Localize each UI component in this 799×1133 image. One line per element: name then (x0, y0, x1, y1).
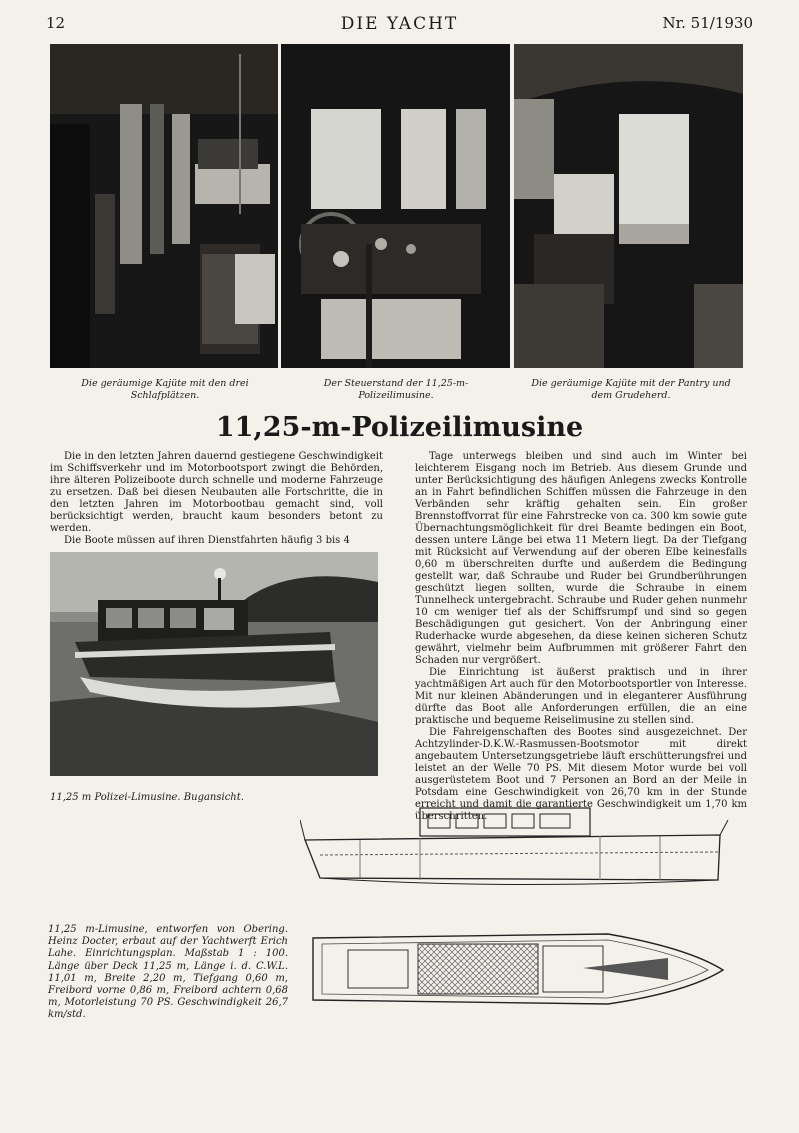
pantry-photo (514, 44, 743, 368)
article-title: 11,25-m-Polizeilimusine (215, 412, 584, 443)
boat-photo-caption: 11,25 m Polizei-Limusine. Bugansicht. (50, 792, 244, 803)
right-paragraph: Die Fahreigenschaften des Bootes sind ausgezeichnet. Der Achtzylinder-D.K.W.-Rasmussen-Bootsmotor mit direkt angebautem Untersetzungsgetriebe läuft erschütterungsfrei und leistet an der Welle 70 PS. Mit diesem Motor wurde bei voll ausgerüstetem Boot und 7 Personen an Bord an der Meile in Potsdam eine Geschwindigkeit von 26,70 km in der Stunde erreicht und damit die garantierte Geschwindigkeit um 1,70 km überschritten. (415, 727, 747, 822)
cabin-caption: Die geräumige Kajüte mit den drei Schlafplätzen. (81, 378, 249, 401)
deck-plan-drawing (308, 928, 728, 1010)
side-elevation-drawing (300, 800, 730, 915)
right-paragraph: Tage unterwegs bleiben und sind auch im Winter bei leichterem Eisgang noch im Betrieb. Aus diesem Grunde und unter Berücksichtigung des häufigen Anlegens zwecks Kontrolle an in Fahrt befindlichen Schiffen müssen die Fahrzeuge in den Verbänden sehr kräftig gehalten sein. Ein großer Brennstoffvorrat für eine Fahrstrecke von ca. 300 km sowie gute Übernachtungsmöglichkeit für drei Beamte bedingen ein Boot, dessen untere Länge bei etwa 11 Metern liegt. Da der Tiefgang mit Rücksicht auf Verwendung auf der oberen Elbe keinesfalls 0,60 m überschreiten durfte und außerdem die Bedingung gestellt war, daß Schraube und Ruder bei Grundberührungen geschützt liegen sollten, wurde die Schraube in einem Tunnelheck untergebracht. Schraube und Ruder gehen nunmehr 10 cm weniger tief als der Schiffsrumpf und sind so gegen Beschädigungen gut gesichert. Von der Anbringung einer Ruderhacke wurde abgesehen, da diese keinen sicheren Schutz gewährt, vielmehr beim Aufbrummen mit größerer Fahrt den Schaden nur vergrößert. (415, 451, 747, 666)
right-column (415, 451, 747, 823)
helm-photo (281, 44, 510, 368)
left-column (50, 451, 383, 547)
issue-number: Nr. 51/1930 (662, 14, 753, 32)
helm-caption: Der Steuerstand der 11,25-m-Polizeilimusine. (323, 378, 469, 401)
pantry-caption: Die geräumige Kajüte mit der Pantry und dem Grudeherd. (531, 378, 731, 401)
page-number: 12 (46, 14, 66, 32)
magazine-title: DIE YACHT (340, 14, 459, 34)
specification-caption: 11,25 m-Limusine, entworfen von Obering. Heinz Docter, erbaut auf der Yachtwerft Erich Lahe. Einrichtungsplan. Maßstab 1 : 100. Länge über Deck 11,25 m, Länge i. d. C.W.L. 11,01 m, Breite 2,20 m, Tiefgang 0,60 m, Freibord vorne 0,86 m, Freibord achtern 0,68 m, Motorleistung 70 PS. Geschwindigkeit 26,7 km/std. (48, 924, 288, 1021)
boat-photo (50, 552, 378, 776)
left-paragraph: Die Boote müssen auf ihren Dienstfahrten häufig 3 bis 4 (64, 535, 350, 546)
cabin-photo (50, 44, 278, 368)
left-paragraph: Die in den letzten Jahren dauernd gestiegene Geschwindigkeit im Schiffsverkehr und im Motorbootsport zwingt die Behörden, ihre älteren Polizeiboote durch schnelle und moderne Fahrzeuge zu ersetzen. Daß bei diesen Neubauten alle Fortschritte, die in den letzten Jahren im Motorbootbau gemacht sind, voll berücksichtigt werden, braucht kaum besonders betont zu werden. (50, 451, 383, 534)
right-paragraph: Die Einrichtung ist äußerst praktisch und in ihrer yachtmäßigen Art auch für den Motorbootsportler von Interesse. Mit nur kleinen Abänderungen und in eleganterer Ausführung dürfte das Boot alle Anforderungen erfüllen, die an eine praktische und bequeme Reiselimusine zu stellen sind. (415, 667, 747, 726)
